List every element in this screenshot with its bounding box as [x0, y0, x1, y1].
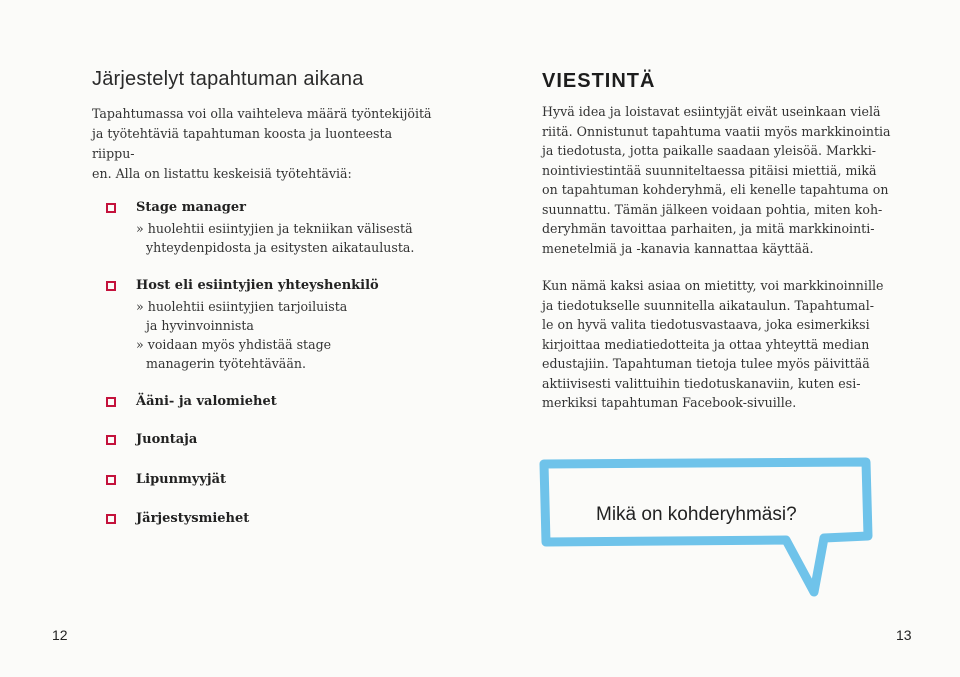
- paragraph-line: riitä. Onnistunut tapahtuma vaatii myös markkinointia: [542, 123, 891, 139]
- role-description-line: ja hyvinvoinnista: [146, 318, 254, 333]
- role-name: Juontaja: [136, 432, 198, 447]
- speech-bubble-icon: [538, 456, 874, 606]
- paragraph-line: le on hyvä valita tiedotusvastaava, joka esimerkiksi: [542, 317, 870, 332]
- section-title: VIESTINTÄ: [542, 70, 656, 92]
- checkbox-icon: [106, 514, 116, 524]
- role-description-line: » voidaan myös yhdistää stage: [136, 337, 332, 352]
- role-name: Stage manager: [136, 200, 246, 215]
- role-description-line: » huolehtii esiintyjien ja tekniikan välisestä: [136, 221, 413, 236]
- intro-line: ja työtehtäviä tapahtuman koosta ja luonteesta riippu-: [92, 126, 393, 161]
- role-description-line: managerin työtehtävään.: [146, 356, 306, 371]
- paragraph-line: suunnattu. Tämän jälkeen voidaan pohtia, miten koh-: [542, 201, 883, 217]
- paragraph-1: [542, 102, 891, 258]
- bubble-question: Mikä on kohderyhmäsi?: [596, 504, 797, 525]
- paragraph-line: edustajiin. Tapahtuman tietoja tulee myös päivittää: [542, 356, 870, 371]
- role-name: Host eli esiintyjien yhteyshenkilö: [136, 278, 379, 293]
- right-page: [480, 0, 960, 677]
- section-title: Järjestelyt tapahtuman aikana: [92, 68, 364, 90]
- checkbox-icon: [106, 435, 116, 445]
- paragraph-line: nointiviestintää suunniteltaessa pitäisi miettiä, mikä: [542, 162, 877, 178]
- paragraph-line: aktiivisesti valittuihin tiedotuskanaviin, kuten esi-: [542, 375, 861, 391]
- paragraph-2: [542, 276, 882, 413]
- checkbox-icon: [106, 397, 116, 407]
- speech-bubble: [538, 456, 874, 606]
- role-name: Ääni- ja valomiehet: [136, 394, 277, 409]
- checkbox-icon: [106, 475, 116, 485]
- checkbox-icon: [106, 203, 116, 213]
- page-number: 13: [896, 627, 912, 643]
- role-name: Lipunmyyjät: [136, 472, 227, 487]
- role-name: Järjestysmiehet: [136, 511, 250, 526]
- checkbox-icon: [106, 281, 116, 291]
- intro-paragraph: [92, 104, 432, 184]
- paragraph-line: deryhmän tavoittaa parhaiten, ja mitä markkinointi-: [542, 221, 875, 236]
- paragraph-line: ja tiedotusta, jotta paikalle saadaan yleisöä. Markki-: [542, 143, 877, 158]
- intro-line: Tapahtumassa voi olla vaihteleva määrä työntekijöitä: [92, 106, 432, 121]
- role-description-line: » huolehtii esiintyjien tarjoiluista: [136, 299, 348, 314]
- role-description: [136, 219, 414, 257]
- paragraph-line: Hyvä idea ja loistavat esiintyjät eivät useinkaan vielä: [542, 104, 881, 119]
- paragraph-line: kirjoittaa mediatiedotteita ja ottaa yhteyttä median: [542, 336, 870, 352]
- paragraph-line: merkiksi tapahtuman Facebook-sivuille.: [542, 395, 797, 410]
- paragraph-line: menetelmiä ja -kanavia kannattaa käyttää.: [542, 240, 814, 256]
- paragraph-line: ja tiedotukselle suunnitella aikataulun. Tapahtumal-: [542, 297, 874, 313]
- role-description: [136, 297, 347, 373]
- paragraph-line: on tapahtuman kohderyhmä, eli kenelle tapahtuma on: [542, 182, 889, 197]
- page-number: 12: [52, 627, 68, 643]
- intro-line: en. Alla on listattu keskeisiä työtehtäviä:: [92, 166, 352, 181]
- paragraph-line: Kun nämä kaksi asiaa on mietitty, voi markkinoinnille: [542, 278, 884, 293]
- role-description-line: yhteydenpidosta ja esitysten aikataulusta.: [146, 240, 415, 255]
